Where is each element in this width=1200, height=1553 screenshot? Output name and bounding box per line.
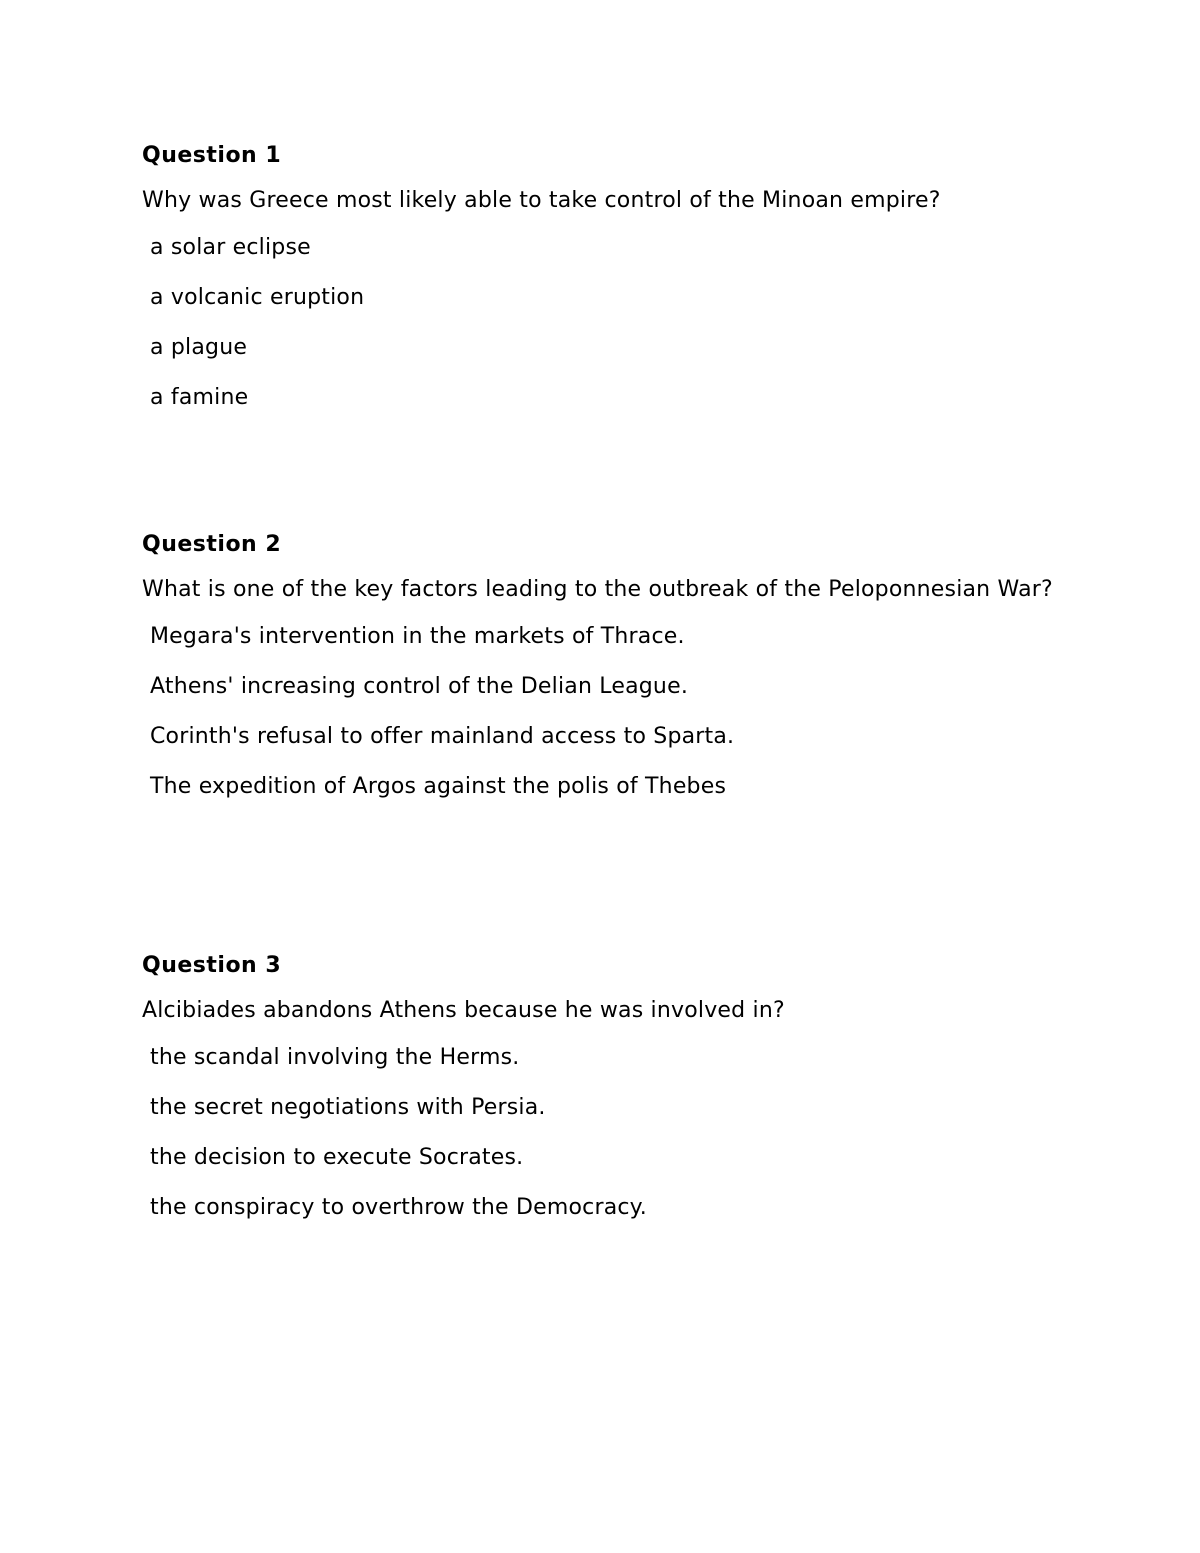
question-text: Alcibiades abandons Athens because he was involved in? xyxy=(142,998,785,1023)
question-title: Question 1 xyxy=(142,143,282,168)
answer-option: Corinth's refusal to offer mainland access to Sparta. xyxy=(150,724,735,749)
answer-option: a plague xyxy=(150,335,248,360)
answer-option: a famine xyxy=(150,385,249,410)
question-block-2 xyxy=(142,531,1062,823)
question-text: Why was Greece most likely able to take control of the Minoan empire? xyxy=(142,188,941,213)
answer-option: Athens' increasing control of the Delian League. xyxy=(150,674,689,699)
question-block-3 xyxy=(142,952,1062,1244)
answer-option: The expedition of Argos against the polis of Thebes xyxy=(150,774,727,799)
question-block-1 xyxy=(142,142,1062,434)
answer-options xyxy=(142,1044,1062,1222)
question-text: What is one of the key factors leading to the outbreak of the Peloponnesian War? xyxy=(142,577,1053,602)
answer-option: the decision to execute Socrates. xyxy=(150,1145,524,1170)
question-title: Question 2 xyxy=(142,532,282,557)
question-title: Question 3 xyxy=(142,953,282,978)
answer-option: the secret negotiations with Persia. xyxy=(150,1095,546,1120)
answer-option: a volcanic eruption xyxy=(150,285,365,310)
answer-option: the conspiracy to overthrow the Democracy. xyxy=(150,1195,647,1220)
answer-option: the scandal involving the Herms. xyxy=(150,1045,520,1070)
answer-option: a solar eclipse xyxy=(150,235,311,260)
answer-options xyxy=(142,234,1062,412)
answer-option: Megara's intervention in the markets of Thrace. xyxy=(150,624,685,649)
answer-options xyxy=(142,623,1062,801)
